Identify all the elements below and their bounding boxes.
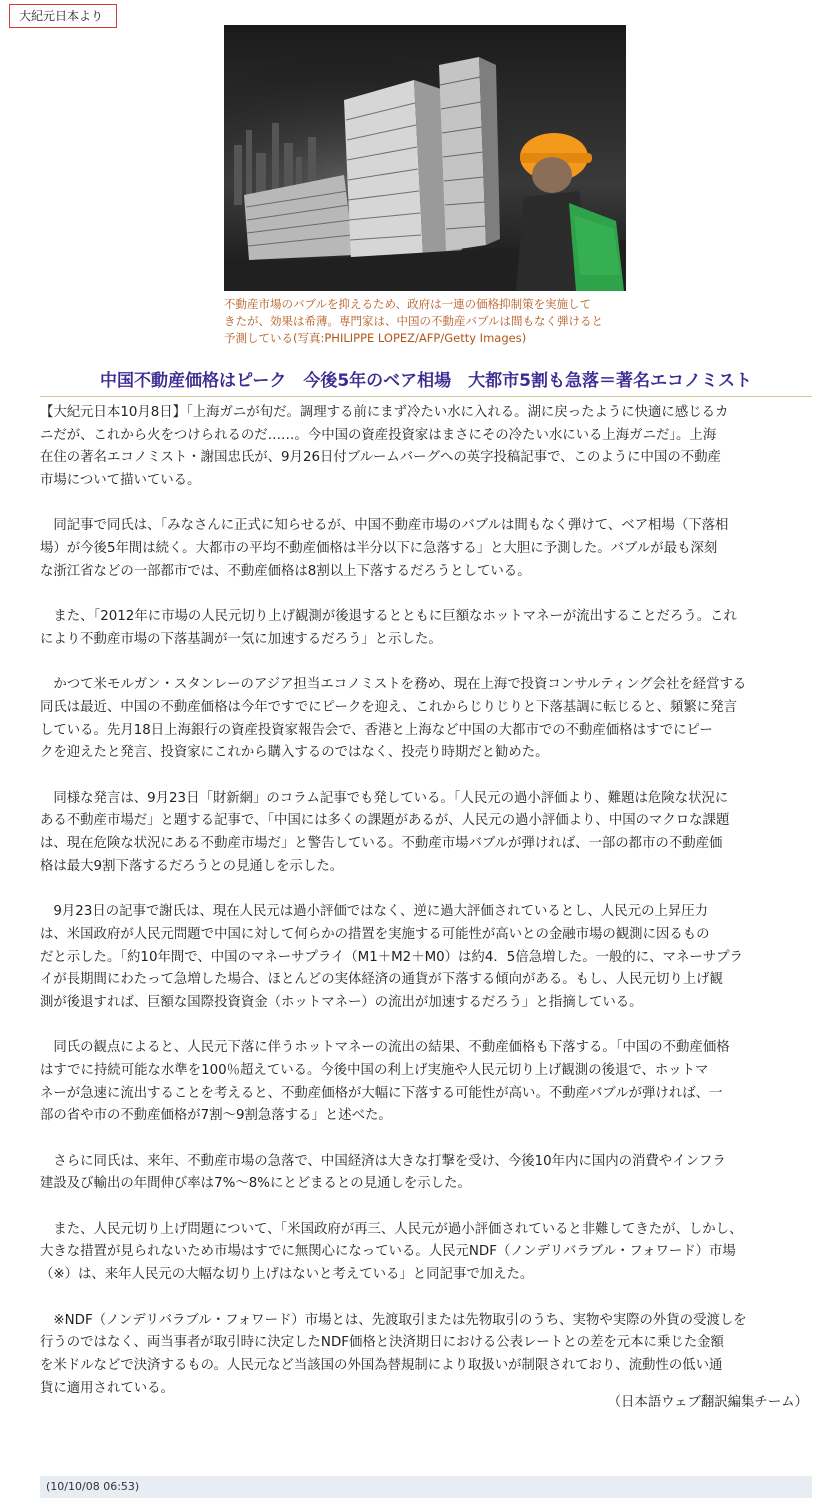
paragraph-line: かつて米モルガン・スタンレーのアジア担当エコノミストを務め、現在上海で投資コンサルティング会社を経営する <box>40 677 747 693</box>
article-paragraph <box>40 788 812 879</box>
article-credit: （日本語ウェブ翻訳編集チーム） <box>607 1395 808 1410</box>
article-paragraph <box>40 1037 812 1128</box>
paragraph-line: 同記事で同氏は、「みなさんに正式に知らせるが、中国不動産市場のバブルは間もなく弾けて、ベア相場（下落相 <box>40 518 729 534</box>
paragraph-line: 部の省や市の不動産価格が7割～9割急落する」と述べた。 <box>40 1108 392 1124</box>
paragraph-line: 大きな措置が見られないため市場はすでに無関心になっている。人民元NDF（ノンデリバラブル・フォワード）市場 <box>40 1244 736 1260</box>
article-paragraph <box>40 606 812 651</box>
paragraph-gap <box>40 1015 812 1038</box>
paragraph-line: （※）は、来年人民元の大幅な切り上げはないと考えている」と同記事で加えた。 <box>40 1267 534 1283</box>
paragraph-gap <box>40 1287 812 1310</box>
article-headline: 中国不動産価格はピーク 今後5年のベア相場 大都市5割も急落＝著名エコノミスト <box>100 371 752 391</box>
paragraph-line: ※NDF（ノンデリバラブル・フォワード）市場とは、先渡取引または先物取引のうち、実物や実際の外貨の受渡しを <box>40 1312 747 1328</box>
paragraph-line: 場）が今後5年間は続く。大都市の平均不動産価格は半分以下に急落する」と大胆に予測した。バブルが最も深刻 <box>40 541 718 557</box>
paragraph-line: している。先月18日上海銀行の資産投資家報告会で、香港と上海など中国の大都市での不動産価格はすでにピー <box>40 722 713 738</box>
article-paragraph <box>40 1310 812 1401</box>
paragraph-line: 9月23日の記事で謝氏は、現在人民元は過小評価ではなく、逆に過大評価されているとし、人民元の上昇圧力 <box>40 904 709 920</box>
paragraph-line: ネーが急速に流出することを考えると、不動産価格が大幅に下落する可能性が高い。不動産バブルが弾ければ、一 <box>40 1085 723 1101</box>
paragraph-line: また、「2012年に市場の人民元切り上げ観測が後退するとともに巨額なホットマネーが流出することだろう。これ <box>40 609 737 625</box>
paragraph-line: を米ドルなどで決済するもの。人民元など当該国の外国為替規制により取扱いが制限されており、流動性の低い通 <box>40 1357 723 1373</box>
paragraph-line: 在住の著名エコノミスト・謝国忠氏が、9月26日付ブルームバーグへの英字投稿記事で、このように中国の不動産 <box>40 450 721 466</box>
paragraph-line: 建設及び輸出の年間伸び率は7%～8%にとどまるとの見通しを示した。 <box>40 1176 471 1192</box>
caption-line: きたが、効果は希薄。専門家は、中国の不動産バブルは間もなく弾けると <box>224 314 604 328</box>
source-tag: 大紀元日本より <box>9 4 117 28</box>
paragraph-line: により不動産市場の下落基調が一気に加速するだろう」と示した。 <box>40 631 442 647</box>
footer-bar <box>40 1476 812 1498</box>
publish-timestamp: (10/10/08 06:53) <box>46 1480 140 1493</box>
paragraph-line: 同氏は最近、中国の不動産価格は今年ですでにピークを迎え、これからじりじりと下落基調に転じると、頻繁に発言 <box>40 699 737 715</box>
paragraph-line: は、米国政府が人民元問題で中国に対して何らかの措置を実施する可能性が高いとの金融市場の観測に因るもの <box>40 926 710 942</box>
paragraph-line: 同様な発言は、9月23日「財新網」のコラム記事でも発している。「人民元の過小評価より、難題は危険な状況に <box>40 790 729 806</box>
article-paragraph <box>40 901 812 1014</box>
article-paragraph <box>40 674 812 765</box>
article-paragraph <box>40 515 812 583</box>
paragraph-gap <box>40 1128 812 1151</box>
paragraph-line: 貨に適用されている。 <box>40 1380 174 1396</box>
paragraph-line: ニだが、これから火をつけられるのだ……。今中国の資産投資家はまさにその冷たい水にいる上海ガニだ」。上海 <box>40 427 717 443</box>
paragraph-line: はすでに持続可能な水準を100％超えている。今後中国の利上げ実施や人民元切り上げ観測の後退で、ホットマ <box>40 1062 709 1078</box>
caption-line: 予測している(写真:PHILIPPE LOPEZ/AFP/Getty Images) <box>224 331 527 345</box>
paragraph-line: 行うのではなく、両当事者が取引時に決定したNDF価格と決済期日における公表レートとの差を元本に乗じた金額 <box>40 1335 724 1351</box>
article-photo <box>224 25 626 291</box>
paragraph-gap <box>40 878 812 901</box>
paragraph-line: な浙江省などの一部都市では、不動産価格は8割以上下落するだろうとしている。 <box>40 563 531 579</box>
article-paragraph <box>40 402 812 493</box>
paragraph-line: 格は最大9割下落するだろうとの見通しを示した。 <box>40 858 344 874</box>
paragraph-line: 【大紀元日本10月8日】「上海ガニが旬だ。調理する前にまず冷たい水に入れる。湖に戻ったように快適に感じるカ <box>40 405 729 420</box>
paragraph-line: ある不動産市場だ」と題する記事で、「中国には多くの課題があるが、人民元の過小評価より、中国のマクロな課題 <box>40 813 730 829</box>
paragraph-line: また、人民元切り上げ問題について、「米国政府が再三、人民元が過小評価されていると非難してきたが、しかし、 <box>40 1221 743 1237</box>
paragraph-line: 市場について描いている。 <box>40 473 201 489</box>
paragraph-gap <box>40 493 812 516</box>
article-body <box>40 402 812 1400</box>
paragraph-line: イが長期間にわたって急増した場合、ほとんどの実体経済の通貨が下落する傾向がある。もし、人民元切り上げ観 <box>40 972 723 988</box>
photo-caption <box>224 296 626 347</box>
headline-divider <box>40 396 812 397</box>
caption-line: 不動産市場のバブルを抑えるため、政府は一連の価格抑制策を実施して <box>224 297 592 311</box>
article-paragraph <box>40 1219 812 1287</box>
paragraph-line: だと示した。「約10年間で、中国のマネーサプライ（M1＋M2＋M0）は約4．5倍急増した。一般的に、マネーサプラ <box>40 949 743 965</box>
paragraph-line: 同氏の観点によると、人民元下落に伴うホットマネーの流出の結果、不動産価格も下落する。「中国の不動産価格 <box>40 1040 730 1056</box>
paragraph-gap <box>40 1196 812 1219</box>
paragraph-gap <box>40 652 812 675</box>
paragraph-gap <box>40 765 812 788</box>
paragraph-line: 測が後退すれば、巨額な国際投資資金（ホットマネー）の流出が加速するだろう」と指摘している。 <box>40 994 643 1010</box>
paragraph-line: クを迎えたと発言、投資家にこれから購入するのではなく、投売り時期だと勧めた。 <box>40 745 549 761</box>
paragraph-line: は、現在危険な状況にある不動産市場だ」と警告している。不動産市場バブルが弾ければ、一部の都市の不動産価 <box>40 836 723 852</box>
article-paragraph <box>40 1151 812 1196</box>
paragraph-gap <box>40 584 812 607</box>
paragraph-line: さらに同氏は、来年、不動産市場の急落で、中国経済は大きな打撃を受け、今後10年内に国内の消費やインフラ <box>40 1153 726 1169</box>
